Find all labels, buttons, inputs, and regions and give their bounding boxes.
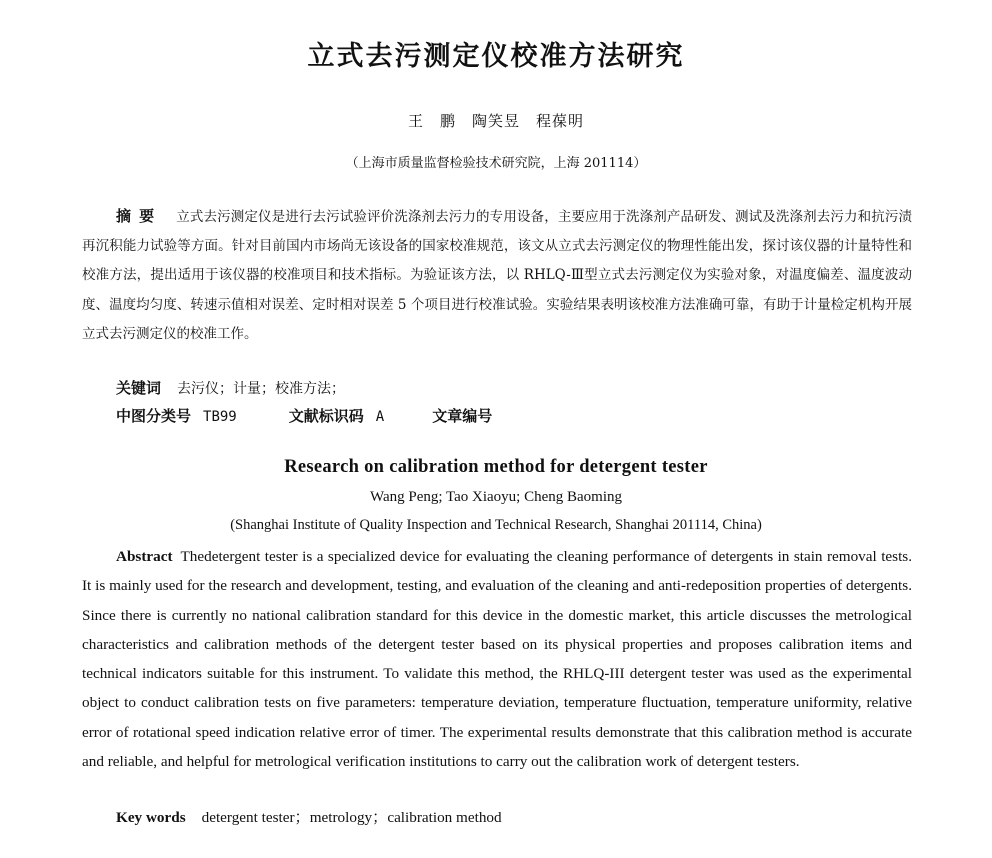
- english-abstract-label: Abstract: [116, 548, 173, 565]
- clc-label: 中图分类号: [116, 407, 192, 425]
- chinese-keywords-label: 关键词: [116, 379, 162, 397]
- clc-value: TB99: [203, 409, 237, 425]
- chinese-keywords: [116, 377, 345, 398]
- english-title: Research on calibration method for detergent tester: [284, 457, 708, 477]
- english-keywords: [116, 806, 502, 827]
- author-list: 王 鹏 陶笑昱 程葆明: [407, 112, 584, 130]
- chinese-keywords-text: 去污仪；计量；校准方法；: [177, 381, 346, 397]
- chinese-abstract: [82, 202, 912, 349]
- english-keywords-text: detergent tester；metrology；calibration method: [201, 809, 502, 826]
- english-abstract-text: Thedetergent tester is a specialized device for evaluating the cleaning performance of detergents in stain removal tests. It is mainly used for the research and development, testing, and evaluation of the cleaning and anti-redeposition properties of detergents. Since there is currently no national calibration standard for this device in the domestic market, this article discusses the metrological characteristics and calibration methods of the detergent tester based on its physical properties and proposes calibration items and technical indicators suitable for this instrument. To validate this method, the RHLQ-III detergent tester was used as the experimental object to conduct calibration tests on five parameters: temperature deviation, temperature fluctuation, temperature uniformity, relative error of rotational speed indication relative error of timer. The experimental results demonstrate that this calibration method is accurate and reliable, and helpful for metrological verification institutions to carry out the calibration work of detergent testers.: [82, 548, 912, 771]
- english-author-list: Wang Peng; Tao Xiaoyu; Cheng Baoming: [369, 489, 623, 505]
- chinese-abstract-text: 立式去污测定仪是进行去污试验评价洗涤剂去污力的专用设备，主要应用于洗涤剂产品研发、测试及洗涤剂去污力和抗污渍再沉积能力试验等方面。针对目前国内市场尚无该设备的国家校准规范，该文从立式去污测定仪的物理性能出发，探讨该仪器的计量特性和校准方法，提出适用于该仪器的校准项目和技术指标。为验证该方法，以 RHLQ-Ⅲ型立式去污测定仪为实验对象，对温度偏差、温度波动度、温度均匀度、转速示值相对误差、定时相对误差 5 个项目进行校准试验。实验结果表明该校准方法准确可靠，有助于计量检定机构开展立式去污测定仪的校准工作。: [82, 209, 912, 342]
- chinese-abstract-label: 摘要: [116, 207, 163, 225]
- english-affiliation: (Shanghai Institute of Quality Inspection and Technical Research, Shanghai 201114, China): [230, 517, 762, 533]
- paper-title: 立式去污测定仪校准方法研究: [307, 41, 685, 72]
- affiliation: （上海市质量监督检验技术研究院，上海 201114）: [345, 156, 647, 171]
- article-number-label: 文章编号: [432, 407, 493, 425]
- english-abstract: [82, 542, 912, 776]
- document-code-value: A: [375, 409, 385, 425]
- english-keywords-label: Key words: [116, 809, 186, 826]
- classification-line: [116, 405, 492, 426]
- document-code-label: 文献标识码: [288, 407, 364, 425]
